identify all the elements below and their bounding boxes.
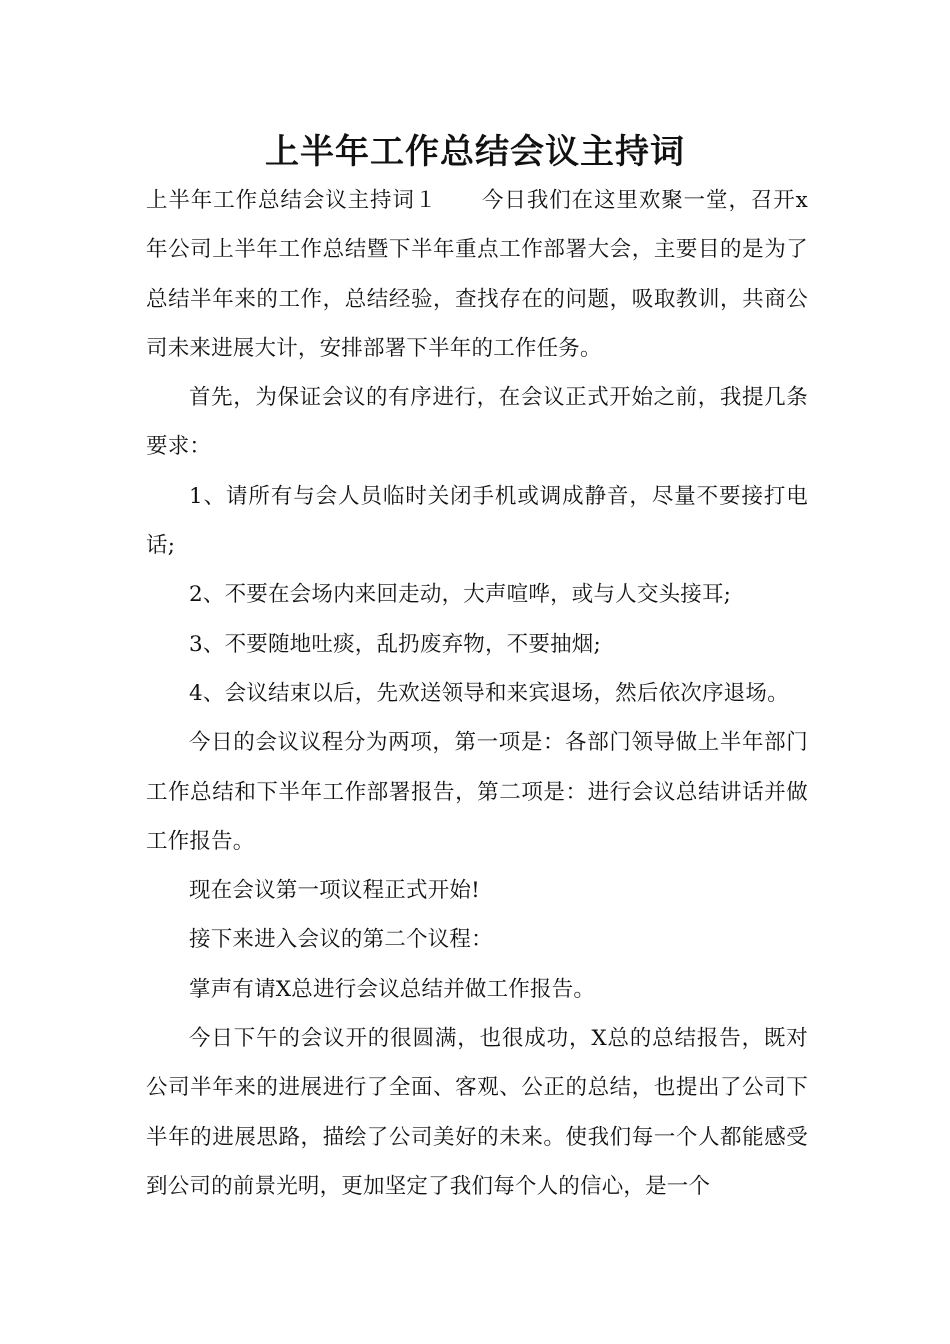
paragraph-second-item: 接下来进入会议的第二个议程： (189, 927, 493, 953)
paragraph-requirement-4: 4、会议结束以后，先欢送领导和来宾退场，然后依次序退场。 (189, 680, 789, 706)
paragraph-applause: 掌声有请X总进行会议总结并做工作报告。 (189, 976, 596, 1002)
paragraph-requirement-1: 1、请所有与会人员临时关闭手机或调成静音，尽量不要接打电话; (146, 483, 808, 559)
paragraph-requirement-3: 3、不要随地吐痰，乱扔废弃物，不要抽烟; (189, 631, 601, 657)
paragraph-requirement-2: 2、不要在会场内来回走动，大声喧哗，或与人交头接耳; (189, 582, 732, 608)
paragraph-agenda: 今日的会议议程分为两项，第一项是：各部门领导做上半年部门工作总结和下半年工作部署报告，第二项是：进行会议总结讲话并做工作报告。 (146, 730, 808, 854)
document-title: 上半年工作总结会议主持词 (265, 132, 685, 172)
paragraph-requirements-intro: 首先，为保证会议的有序进行，在会议正式开始之前，我提几条要求： (146, 385, 808, 460)
paragraph-first-item-start: 现在会议第一项议程正式开始! (189, 878, 480, 904)
paragraph-summary: 今日下午的会议开的很圆满，也很成功，X总的总结报告，既对公司半年来的进展进行了全面、客观、公正的总结，也提出了公司下半年的进展思路，描绘了公司美好的未来。使我们每一个人都能感受到公司的前景光明，更加坚定了我们每个人的信心，是一个 (146, 1026, 808, 1199)
paragraph-intro: 上半年工作总结会议主持词１ 今日我们在这里欢聚一堂，召开x年公司上半年工作总结暨下半年重点工作部署大会，主要目的是为了总结半年来的工作，总结经验，查找存在的问题，吸取教训，共商公司未来进展大计，安排部署下半年的工作任务。 (146, 188, 808, 361)
document-body (146, 176, 808, 1211)
